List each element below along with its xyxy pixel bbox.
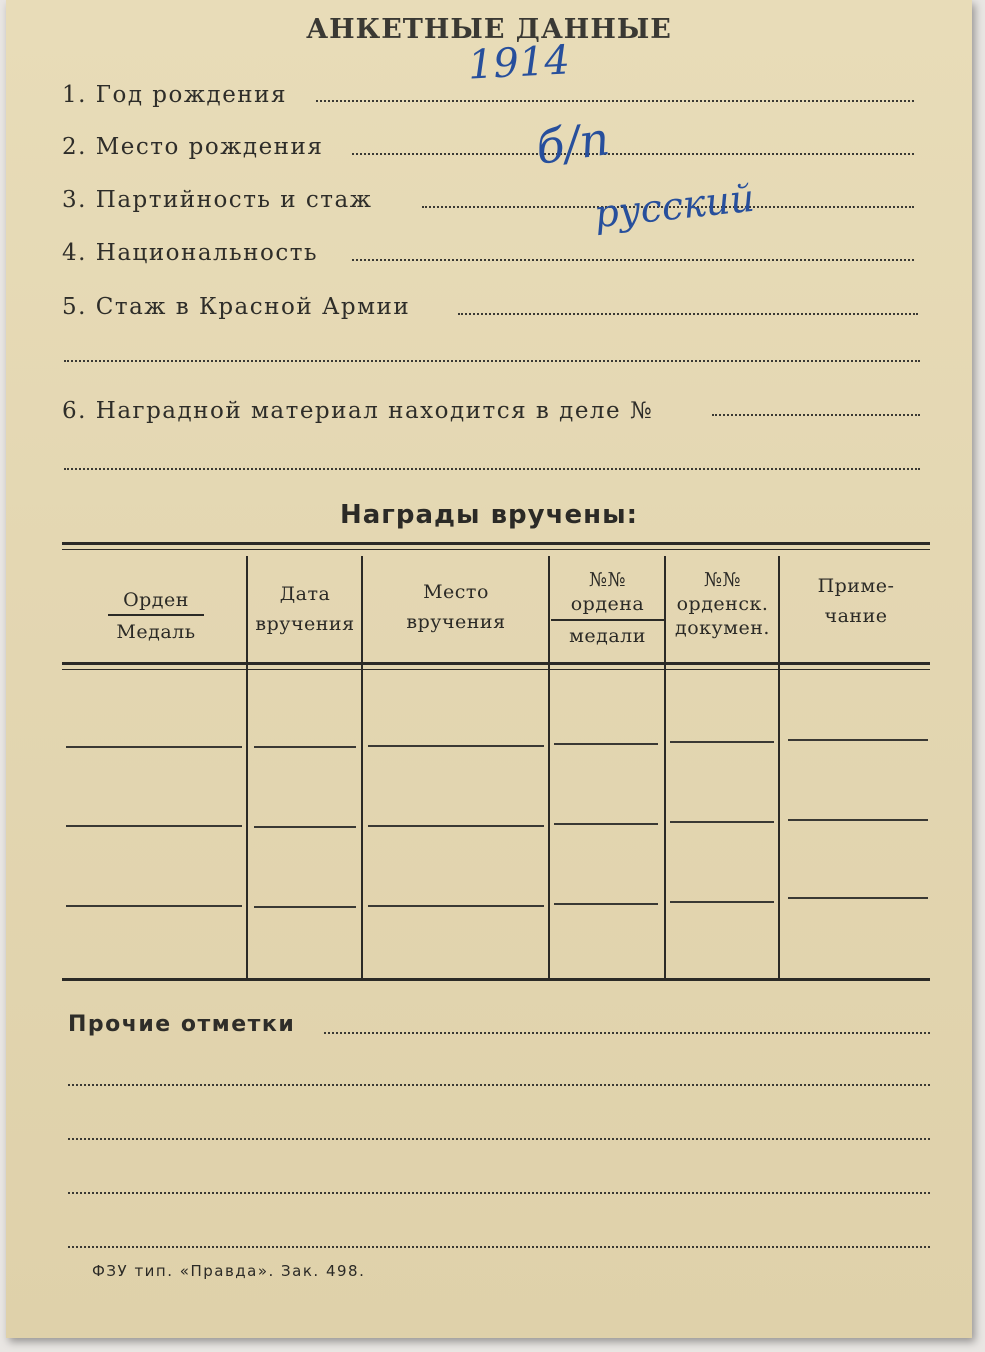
- form-title: АНКЕТНЫЕ ДАННЫЕ: [306, 14, 672, 45]
- field-army-service-line: [458, 313, 918, 315]
- col-divider-5: [778, 556, 780, 978]
- field-birth-year-line: [316, 100, 914, 102]
- field-party-label: 3. Партийность и стаж: [62, 187, 373, 213]
- header-place-line-1: Место: [423, 581, 489, 603]
- row-line-1-col-2: [254, 746, 356, 748]
- col-divider-1: [246, 556, 248, 978]
- field-birthplace-label: 2. Место рождения: [62, 134, 324, 160]
- header-document-line-2: орденск.: [676, 593, 769, 615]
- awards-title: Награды вручены:: [340, 500, 638, 530]
- other-marks-line-4: [68, 1192, 930, 1194]
- handwritten-birth-year: 1914: [466, 37, 571, 89]
- row-line-2-col-6: [788, 819, 928, 821]
- form-sheet: [6, 0, 972, 1338]
- header-document-line-1: №№: [704, 569, 741, 591]
- header-place: [364, 580, 548, 634]
- awards-table-bottom-rule: [62, 978, 930, 981]
- header-number-divider: [551, 619, 664, 621]
- row-line-3-col-6: [788, 897, 928, 899]
- row-line-2-col-5: [670, 821, 774, 823]
- header-number: [551, 568, 664, 648]
- row-line-2-col-3: [368, 825, 544, 827]
- header-note: [781, 574, 931, 628]
- other-marks-line-2: [68, 1084, 930, 1086]
- header-note-line-2: чание: [824, 605, 888, 627]
- row-line-1-col-1: [66, 746, 242, 748]
- awards-table-header-rule-thin: [62, 669, 930, 670]
- header-date-line-2: вручения: [255, 613, 355, 635]
- header-number-line-3: медали: [569, 625, 646, 647]
- row-line-3-col-1: [66, 905, 242, 907]
- field-award-case-label: 6. Наградной материал находится в деле №: [62, 398, 654, 424]
- header-date: [249, 582, 361, 636]
- header-number-line-1: №№: [589, 569, 626, 591]
- handwritten-party: б/п: [532, 111, 613, 175]
- header-document-line-3: докумен.: [675, 617, 770, 639]
- field-birthplace-line: [352, 153, 914, 155]
- row-line-1-col-5: [670, 741, 774, 743]
- header-date-line-1: Дата: [279, 583, 331, 605]
- field-army-service-line-2: [64, 360, 920, 362]
- row-line-3-col-5: [670, 901, 774, 903]
- header-order: [66, 588, 246, 644]
- header-note-line-1: Приме-: [817, 575, 895, 597]
- col-divider-3: [548, 556, 550, 978]
- printer-imprint: ФЗУ тип. «Правда». Зак. 498.: [92, 1262, 366, 1280]
- awards-table-top-rule-thin: [62, 549, 930, 550]
- awards-table-header-rule: [62, 662, 930, 665]
- row-line-2-col-1: [66, 825, 242, 827]
- header-document: [667, 568, 778, 640]
- other-marks-label: Прочие отметки: [68, 1012, 296, 1037]
- field-army-service-label: 5. Стаж в Красной Армии: [62, 294, 411, 320]
- field-nationality-label: 4. Национальность: [62, 240, 318, 266]
- other-marks-line-1: [324, 1032, 930, 1034]
- col-divider-4: [664, 556, 666, 978]
- row-line-2-col-2: [254, 826, 356, 828]
- row-line-2-col-4: [554, 823, 658, 825]
- field-nationality-line: [352, 259, 914, 261]
- field-award-case-line-2: [64, 468, 920, 470]
- row-line-3-col-3: [368, 905, 544, 907]
- row-line-1-col-4: [554, 743, 658, 745]
- field-award-case-line: [712, 414, 920, 416]
- header-number-line-2: ордена: [570, 593, 645, 615]
- other-marks-line-3: [68, 1138, 930, 1140]
- handwritten-nationality: русский: [592, 175, 757, 237]
- field-birth-year-label: 1. Год рождения: [62, 82, 287, 108]
- header-place-line-2: вручения: [406, 611, 506, 633]
- header-order-top: Орден: [123, 589, 189, 611]
- row-line-1-col-3: [368, 745, 544, 747]
- awards-table-top-rule: [62, 542, 930, 545]
- row-line-1-col-6: [788, 739, 928, 741]
- row-line-3-col-2: [254, 906, 356, 908]
- header-order-bottom: Медаль: [116, 621, 196, 643]
- row-line-3-col-4: [554, 903, 658, 905]
- col-divider-2: [361, 556, 363, 978]
- other-marks-line-5: [68, 1246, 930, 1248]
- header-order-divider: [108, 614, 204, 616]
